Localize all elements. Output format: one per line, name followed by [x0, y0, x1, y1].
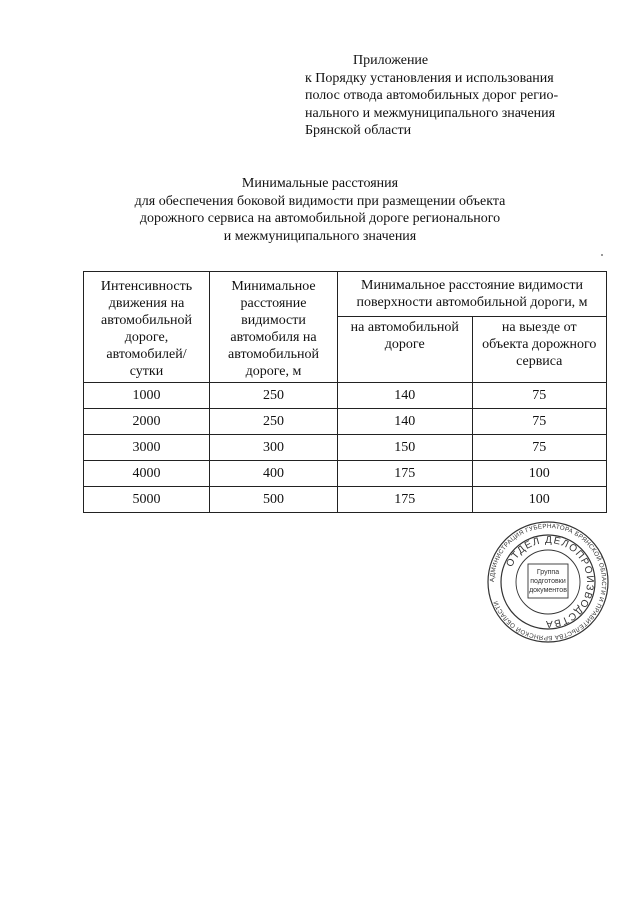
title-line: Минимальные расстояния: [241, 176, 399, 191]
table-cell: 500: [210, 487, 338, 513]
table-row: [84, 383, 607, 409]
header-min-surface-visibility: Минимальное расстояние видимости поверхности автомобильной дороги, м: [338, 272, 607, 317]
table-cell: 175: [338, 461, 473, 487]
header-at-exit: на выезде от объекта дорожного сервиса: [472, 316, 607, 382]
table-cell: 250: [210, 383, 338, 409]
table-row: [84, 435, 607, 461]
stamp-ring-text: ОТДЕЛ ДЕЛОПРОИЗВОДСТВА: [504, 534, 596, 630]
table-cell: 75: [472, 435, 607, 461]
stamp-center-line: Группа: [536, 569, 560, 576]
document-title: [100, 175, 540, 245]
table-cell: 1000: [84, 383, 210, 409]
appendix-line: Брянской области: [305, 123, 412, 138]
appendix-line: полос отвода автомобильных дорог регио-: [305, 88, 559, 103]
appendix-header: [305, 52, 605, 140]
stamp-outer-text: АДМИНИСТРАЦИЯ ГУБЕРНАТОРА БРЯНСКОЙ ОБЛАСТИ И ПРАВИТЕЛЬСТВА БРЯНСКОЙ ОБЛАСТИ: [488, 522, 608, 642]
table-cell: 5000: [84, 487, 210, 513]
table-cell: 250: [210, 409, 338, 435]
title-line: и межмуниципального значения: [223, 228, 417, 244]
stamp-center-line: документов: [529, 587, 567, 594]
appendix-line: нального и межмуниципального значения: [305, 105, 556, 121]
table-cell: 2000: [84, 409, 210, 435]
table-row: [84, 409, 607, 435]
table-cell: 300: [210, 435, 338, 461]
stamp-center-line: подготовки: [530, 578, 566, 585]
table-cell: 140: [338, 383, 473, 409]
scan-speck: [601, 254, 603, 256]
official-stamp: [486, 520, 610, 644]
title-line: для обеспечения боковой видимости при размещении объекта: [134, 193, 506, 209]
appendix-line: Приложение: [353, 53, 429, 68]
table-cell: 175: [338, 487, 473, 513]
appendix-line: к Порядку установления и использования: [305, 70, 554, 86]
table-row: [84, 487, 607, 513]
table-row: [84, 461, 607, 487]
table-cell: 150: [338, 435, 473, 461]
header-min-car-visibility: Минимальное расстояние видимости автомобиля на автомобильной дороге, м: [210, 272, 338, 383]
table-cell: 140: [338, 409, 473, 435]
table-cell: 4000: [84, 461, 210, 487]
table-cell: 75: [472, 383, 607, 409]
table-cell: 100: [472, 461, 607, 487]
header-on-road: на автомобильной дороге: [338, 316, 473, 382]
header-traffic-intensity: Интенсивность движения на автомобильной дороге, автомобилей/ сутки: [84, 272, 210, 383]
visibility-table: [83, 271, 607, 513]
table-cell: 75: [472, 409, 607, 435]
table-cell: 100: [472, 487, 607, 513]
title-line: дорожного сервиса на автомобильной дороге регионального: [139, 211, 501, 226]
table-cell: 400: [210, 461, 338, 487]
table-cell: 3000: [84, 435, 210, 461]
